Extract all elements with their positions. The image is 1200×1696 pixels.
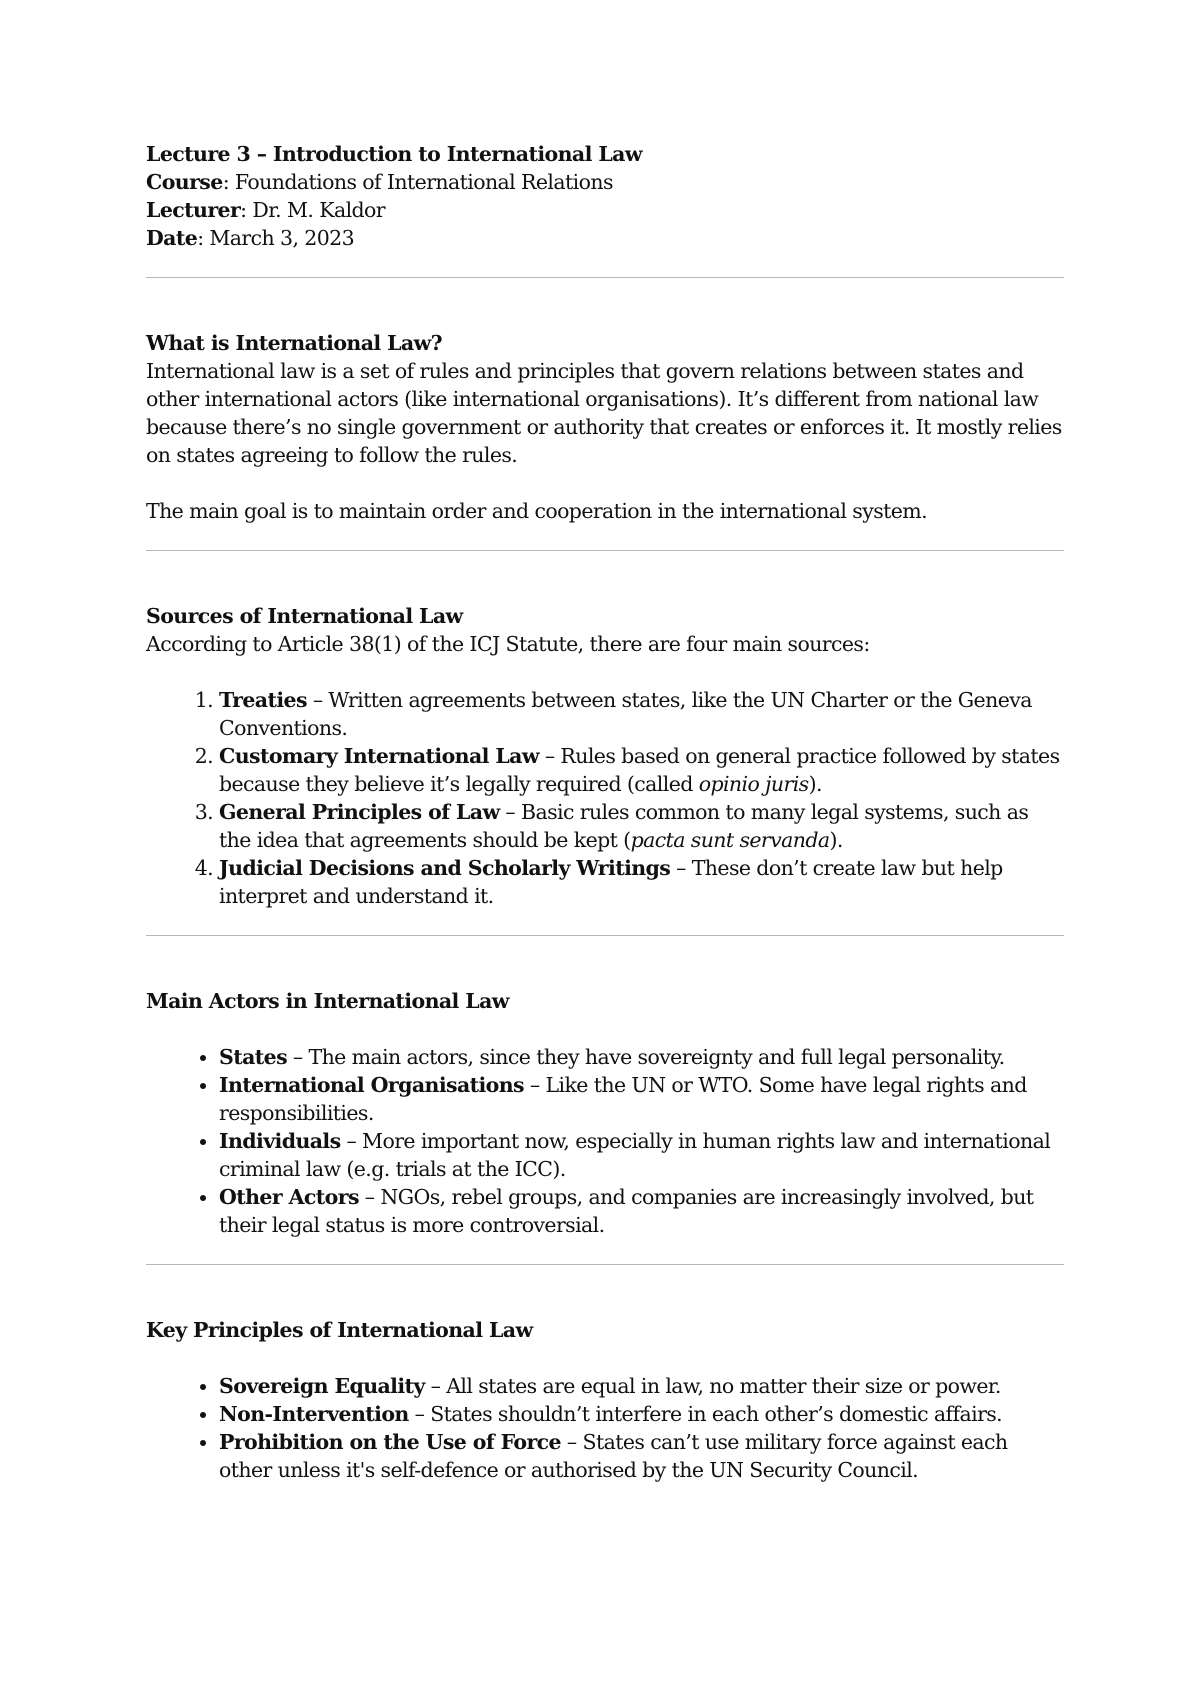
section-heading: Main Actors in International Law [146,989,509,1013]
list-item-term: Treaties [219,688,307,712]
lecture-title: Lecture 3 – Introduction to International Law [146,142,642,166]
list-item-text: – All states are equal in law, no matter their size or power. [424,1374,1001,1398]
list-item-term: International Organisations [219,1073,525,1097]
lecturer-label: Lecturer [146,198,241,222]
course-value: : Foundations of International Relations [222,170,613,194]
list-item-term: Other Actors [219,1185,359,1209]
section-sources [146,602,1064,910]
list-item-text: – The main actors, since they have sovereignty and full legal personality. [287,1045,1005,1069]
list-item [219,742,1064,798]
list-item [219,1428,1064,1484]
list-item-term: Customary International Law [219,744,539,768]
paragraph: International law is a set of rules and principles that govern relations between states and other international actors (like international organisations). It’s different from national law because there’s no single government or authority that creates or enforces it. It mostly relies on states agreeing to follow the rules. [146,359,1062,467]
list-item [219,1183,1064,1239]
list-item-term: Non-Intervention [219,1402,409,1426]
list-item-text: – NGOs, rebel groups, and companies are increasingly involved, but their legal status is more controversial. [219,1185,1034,1237]
list-item-italic: opinio juris [698,772,809,796]
list-item-term: Individuals [219,1129,341,1153]
course-line [146,168,1064,196]
list-item [219,1043,1064,1071]
principles-list [146,1372,1064,1484]
list-item-term: Sovereign Equality [219,1374,425,1398]
paragraph: The main goal is to maintain order and cooperation in the international system. [146,499,928,523]
list-item [219,1400,1064,1428]
list-item-term: Judicial Decisions and Scholarly Writings [219,856,671,880]
list-item-tail: ). [808,772,822,796]
lecturer-value: : Dr. M. Kaldor [240,198,385,222]
list-item-term: Prohibition on the Use of Force [219,1430,562,1454]
lecturer-line [146,196,1064,224]
divider [146,550,1064,551]
list-item-text: – Basic rules common to many legal systems, such as the idea that agreements should be kept ( [219,800,1029,852]
actors-list [146,1043,1064,1239]
section-heading: What is International Law? [146,331,443,355]
list-item-tail: ). [829,828,843,852]
section-heading: Sources of International Law [146,604,463,628]
list-item-text: – States shouldn’t interfere in each other’s domestic affairs. [408,1402,1003,1426]
list-item [219,1071,1064,1127]
course-label: Course [146,170,223,194]
sources-list [146,686,1064,910]
list-item [219,854,1064,910]
date-value: : March 3, 2023 [197,226,355,250]
list-item-term: States [219,1045,288,1069]
lecture-header [146,140,1064,252]
document-page [146,140,1064,1484]
list-item [219,1372,1064,1400]
list-item-text: – Like the UN or WTO. Some have legal rights and responsibilities. [219,1073,1027,1125]
section-what-is [146,329,1064,525]
section-actors [146,987,1064,1239]
list-item-text: – Written agreements between states, like the UN Charter or the Geneva Conventions. [219,688,1032,740]
divider [146,1264,1064,1265]
list-item-italic: pacta sunt servanda [630,828,830,852]
list-item [219,1127,1064,1183]
section-principles [146,1316,1064,1484]
list-item [219,798,1064,854]
list-item-text: – These don’t create law but help interpret and understand it. [219,856,1003,908]
date-label: Date [146,226,198,250]
paragraph: According to Article 38(1) of the ICJ Statute, there are four main sources: [146,632,870,656]
list-item-text: – States can’t use military force against each other unless it's self-defence or authorised by the UN Security Council. [219,1430,1008,1482]
list-item-term: General Principles of Law [219,800,500,824]
divider [146,277,1064,278]
list-item [219,686,1064,742]
section-heading: Key Principles of International Law [146,1318,533,1342]
divider [146,935,1064,936]
list-item-text: – More important now, especially in human rights law and international criminal law (e.g. trials at the ICC). [219,1129,1051,1181]
list-item-text: – Rules based on general practice followed by states because they believe it’s legally required (called [219,744,1060,796]
date-line [146,224,1064,252]
